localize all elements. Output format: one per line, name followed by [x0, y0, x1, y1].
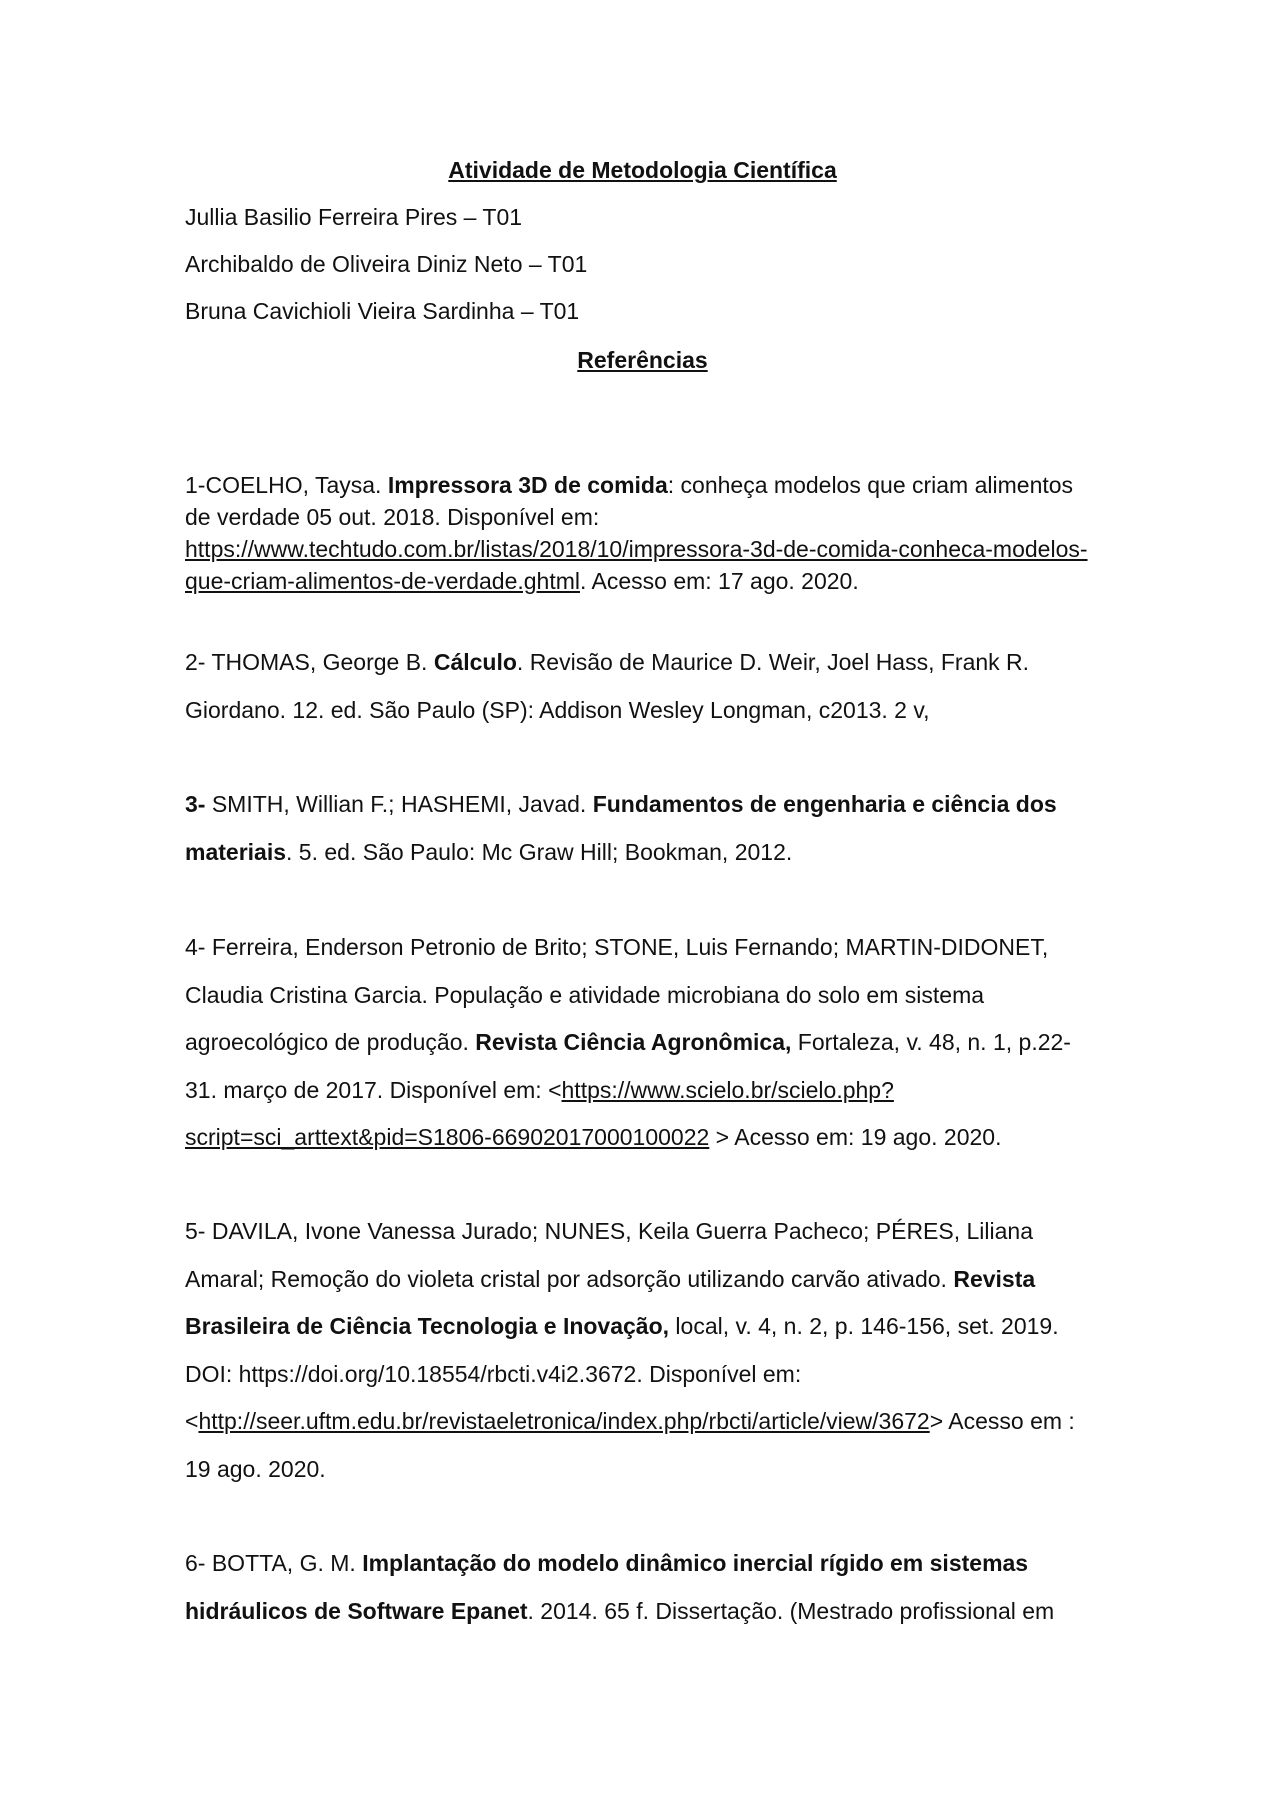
reference-link[interactable]: https://www.scielo.br/scielo.php?script=sci_arttext&pid=S1806-66902017000100022	[185, 1076, 894, 1150]
reference-number: 4-	[185, 934, 212, 960]
reference-title: Impressora 3D de comida	[387, 472, 668, 498]
reference-title: Revista Ciência Agronômica,	[475, 1029, 792, 1055]
reference-link[interactable]: http://seer.uftm.edu.br/revistaeletronica/index.php/rbcti/article/view/3672	[198, 1408, 930, 1434]
reference-authors: COELHO, Taysa.	[205, 472, 388, 498]
author-line: Bruna Cavichioli Vieira Sardinha – T01	[185, 298, 580, 324]
reference-access: > Acesso em: 19 ago. 2020.	[709, 1124, 1002, 1150]
document-title: Atividade de Metodologia Científica	[448, 157, 837, 183]
reference-title: Implantação do modelo dinâmico inercial rígido em sistemas hidráulicos de Software Epanet	[185, 1550, 1029, 1624]
reference-details: . Revisão de Maurice D. Weir, Joel Hass, Frank R. Giordano. 12. ed. São Paulo (SP): Addison Wesley Longman, c2013. 2 v,	[185, 649, 1030, 723]
reference-item	[185, 1540, 1100, 1635]
reference-number: 6-	[185, 1550, 212, 1576]
reference-item	[185, 781, 1100, 876]
reference-number: 1-	[185, 472, 206, 498]
reference-authors: THOMAS, George B.	[211, 649, 434, 675]
reference-item	[185, 469, 1100, 597]
reference-item	[185, 1208, 1100, 1493]
reference-authors: BOTTA, G. M.	[211, 1550, 363, 1576]
reference-details: : conheça modelos que criam alimentos de verdade 05 out. 2018. Disponível em:	[185, 472, 1074, 530]
reference-number: 5-	[185, 1218, 212, 1244]
reference-number: 3-	[185, 791, 206, 817]
reference-number: 2-	[185, 649, 212, 675]
reference-title: Fundamentos de engenharia e ciência dos materiais	[185, 791, 1057, 865]
author-line: Archibaldo de Oliveira Diniz Neto – T01	[185, 251, 588, 277]
reference-authors: DAVILA, Ivone Vanessa Jurado; NUNES, Keila Guerra Pacheco; PÉRES, Liliana Amaral; Remoção do violeta cristal por adsorção utilizando carvão ativado.	[185, 1218, 1034, 1292]
reference-title: Cálculo	[433, 649, 517, 675]
author-line: Jullia Basilio Ferreira Pires – T01	[185, 204, 523, 230]
references-heading: Referências	[577, 347, 708, 373]
reference-details: . 5. ed. São Paulo: Mc Graw Hill; Bookman, 2012.	[286, 838, 793, 865]
reference-item	[185, 924, 1100, 1162]
reference-details: . 2014. 65 f. Dissertação. (Mestrado profissional em	[527, 1597, 1055, 1624]
reference-link[interactable]: https://www.techtudo.com.br/listas/2018/10/impressora-3d-de-comida-conheca-modelos-que-criam-alimentos-de-verdade.ghtml	[185, 536, 1088, 594]
reference-details: local, v. 4, n. 2, p. 146-156, set. 2019. DOI: https://doi.org/10.18554/rbcti.v4i2.3672. Disponível em: <	[185, 1313, 1059, 1434]
reference-access: > Acesso em : 19 ago. 2020.	[185, 1408, 1075, 1482]
reference-access: . Acesso em: 17 ago. 2020.	[580, 568, 859, 594]
reference-item	[185, 639, 1100, 734]
reference-authors: SMITH, Willian F.; HASHEMI, Javad.	[205, 791, 593, 817]
reference-details: Fortaleza, v. 48, n. 1, p.22-31. março de 2017. Disponível em: <	[185, 1029, 1071, 1103]
reference-title: Revista Brasileira de Ciência Tecnologia e Inovação,	[185, 1265, 1036, 1339]
reference-authors: Ferreira, Enderson Petronio de Brito; STONE, Luis Fernando; MARTIN-DIDONET, Claudia Cristina Garcia. População e atividade microbiana do solo em sistema agroecológico de produção.	[185, 934, 1049, 1055]
